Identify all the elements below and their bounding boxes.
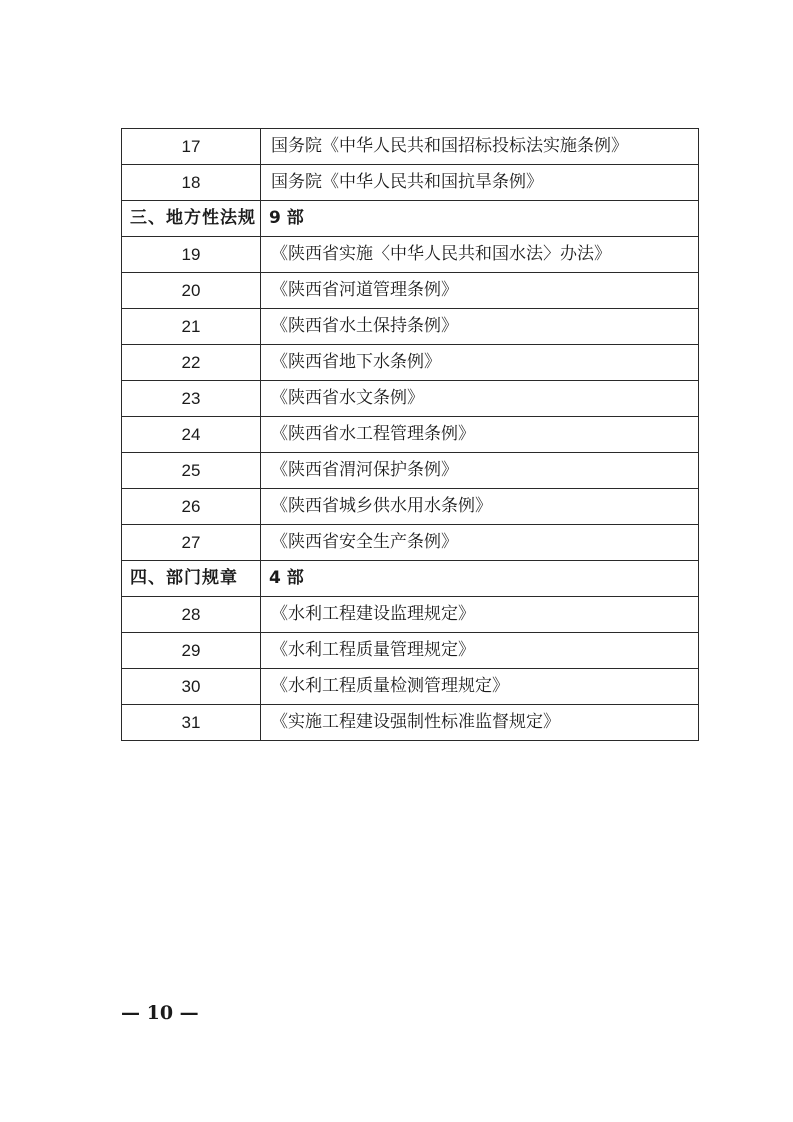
item-number: 31	[122, 705, 261, 741]
regulation-title: 国务院《中华人民共和国抗旱条例》	[261, 165, 699, 201]
item-number: 24	[122, 417, 261, 453]
table-row	[122, 705, 699, 741]
table-row	[122, 345, 699, 381]
regulation-title: 《陕西省水文条例》	[261, 381, 699, 417]
section-count: 9 部	[261, 201, 699, 237]
regulation-title: 《陕西省水土保持条例》	[261, 309, 699, 345]
section-count: 4 部	[261, 561, 699, 597]
item-number: 17	[122, 129, 261, 165]
regulation-title: 《陕西省渭河保护条例》	[261, 453, 699, 489]
regulation-title: 《陕西省地下水条例》	[261, 345, 699, 381]
table-row	[122, 669, 699, 705]
table-row	[122, 309, 699, 345]
table-row	[122, 525, 699, 561]
table-row	[122, 129, 699, 165]
section-name: 四、部门规章	[122, 561, 261, 597]
item-number: 27	[122, 525, 261, 561]
regulation-title: 《陕西省城乡供水用水条例》	[261, 489, 699, 525]
regulations-table	[121, 128, 699, 741]
section-row	[122, 561, 699, 597]
regulation-title: 《陕西省安全生产条例》	[261, 525, 699, 561]
table-row	[122, 489, 699, 525]
item-number: 21	[122, 309, 261, 345]
table-row	[122, 237, 699, 273]
item-number: 29	[122, 633, 261, 669]
item-number: 30	[122, 669, 261, 705]
regulation-title: 《实施工程建设强制性标准监督规定》	[261, 705, 699, 741]
table-row	[122, 381, 699, 417]
item-number: 18	[122, 165, 261, 201]
item-number: 26	[122, 489, 261, 525]
regulation-title: 《水利工程建设监理规定》	[261, 597, 699, 633]
regulation-title: 《陕西省河道管理条例》	[261, 273, 699, 309]
table-row	[122, 273, 699, 309]
table-row	[122, 165, 699, 201]
item-number: 19	[122, 237, 261, 273]
regulation-title: 《陕西省水工程管理条例》	[261, 417, 699, 453]
table-row	[122, 597, 699, 633]
section-name: 三、地方性法规	[122, 201, 261, 237]
item-number: 23	[122, 381, 261, 417]
item-number: 25	[122, 453, 261, 489]
regulations-table-body	[122, 129, 699, 741]
section-row	[122, 201, 699, 237]
item-number: 20	[122, 273, 261, 309]
table-row	[122, 417, 699, 453]
table-row	[122, 633, 699, 669]
regulation-title: 国务院《中华人民共和国招标投标法实施条例》	[261, 129, 699, 165]
page-number: — 10 —	[121, 1002, 199, 1024]
item-number: 28	[122, 597, 261, 633]
table-row	[122, 453, 699, 489]
regulation-title: 《水利工程质量检测管理规定》	[261, 669, 699, 705]
item-number: 22	[122, 345, 261, 381]
regulation-title: 《水利工程质量管理规定》	[261, 633, 699, 669]
regulation-title: 《陕西省实施〈中华人民共和国水法〉办法》	[261, 237, 699, 273]
